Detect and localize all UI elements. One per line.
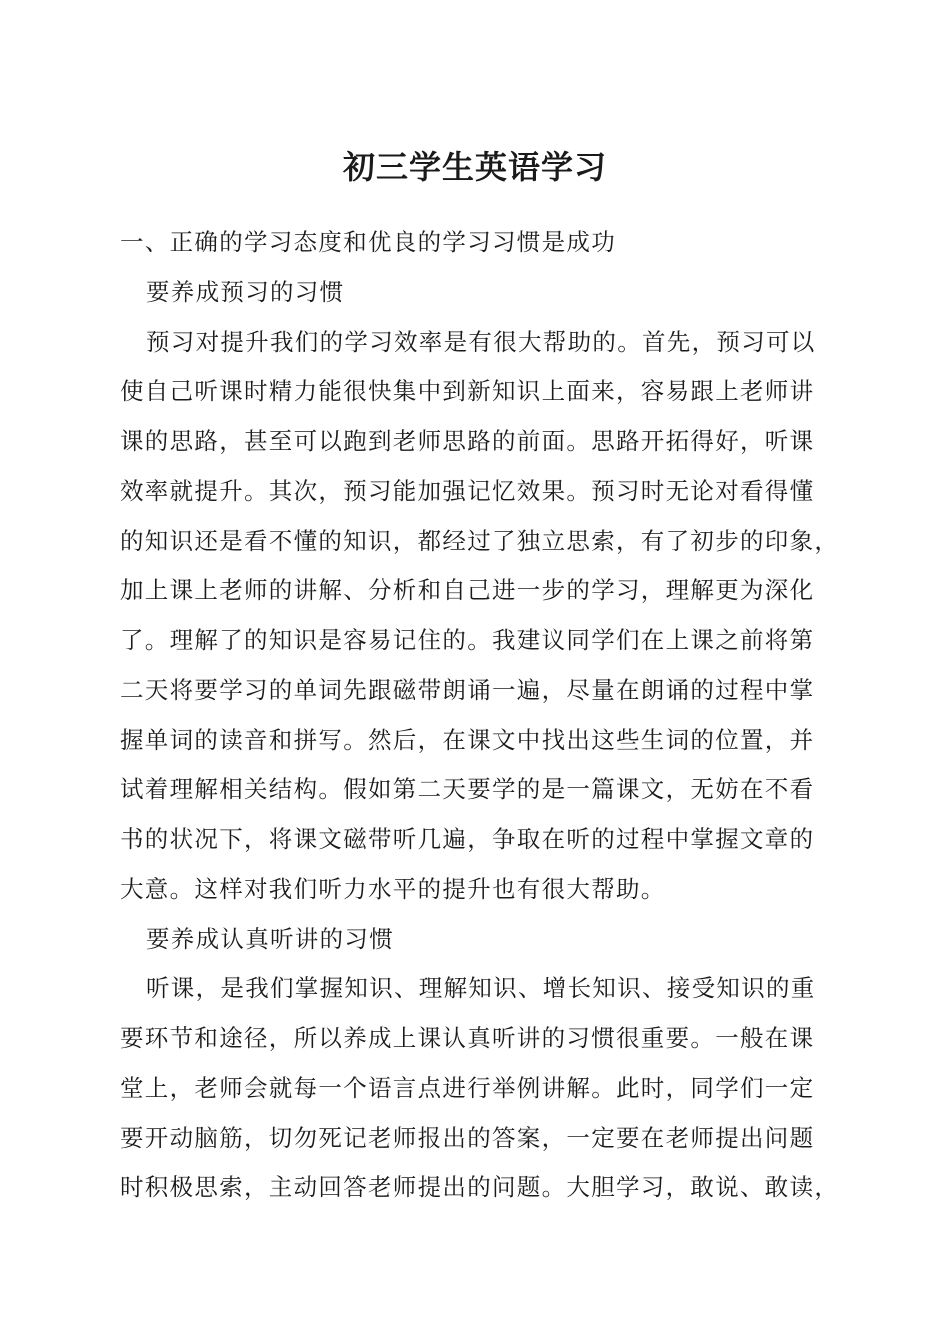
paragraph-line: 预习对提升我们的学习效率是有很大帮助的。首先，预习可以 [146, 327, 816, 356]
paragraph-line: 效率就提升。其次，预习能加强记忆效果。预习时无论对看得懂 [120, 476, 815, 505]
paragraph-line: 要环节和途径，所以养成上课认真听讲的习惯很重要。一般在课 [120, 1024, 815, 1052]
document-body [120, 218, 840, 1213]
paragraph-line: 了。理解了的知识是容易记住的。我建议同学们在上课之前将第 [120, 626, 815, 654]
paragraph-line: 试着理解相关结构。假如第二天要学的是一篇课文，无妨在不看 [120, 775, 815, 804]
paragraph-line: 课的思路，甚至可以跑到老师思路的前面。思路开拓得好，听课 [120, 427, 815, 455]
paragraph-line: 的知识还是看不懂的知识，都经过了独立思索，有了初步的印象， [120, 526, 840, 555]
paragraph-line: 使自己听课时精力能很快集中到新知识上面来，容易跟上老师讲 [120, 377, 815, 406]
paragraph-line: 堂上，老师会就每一个语言点进行举例讲解。此时，同学们一定 [120, 1073, 815, 1102]
paragraph-line: 要开动脑筋，切勿死记老师报出的答案，一定要在老师提出问题 [120, 1123, 815, 1152]
paragraph-line: 听课，是我们掌握知识、理解知识、增长知识、接受知识的重 [146, 974, 816, 1003]
paragraph-line: 二天将要学习的单词先跟磁带朗诵一遍，尽量在朗诵的过程中掌 [120, 675, 815, 704]
paragraph-line: 大意。这样对我们听力水平的提升也有很大帮助。 [120, 874, 666, 903]
section-heading: 一、正确的学习态度和优良的学习习惯是成功 [120, 228, 616, 256]
subheading-preview-habit: 要养成预习的习惯 [146, 277, 345, 306]
paragraph-line: 时积极思索，主动回答老师提出的问题。大胆学习，敢说、敢读， [120, 1173, 840, 1202]
document-title: 初三学生英语学习 [342, 148, 607, 186]
paragraph-line: 握单词的读音和拼写。然后，在课文中找出这些生词的位置，并 [120, 725, 815, 754]
paragraph-line: 书的状况下，将课文磁带听几遍，争取在听的过程中掌握文章的 [120, 825, 815, 853]
subheading-listening-habit: 要养成认真听讲的习惯 [146, 924, 394, 953]
paragraph-line: 加上课上老师的讲解、分析和自己进一步的学习，理解更为深化 [120, 576, 815, 605]
